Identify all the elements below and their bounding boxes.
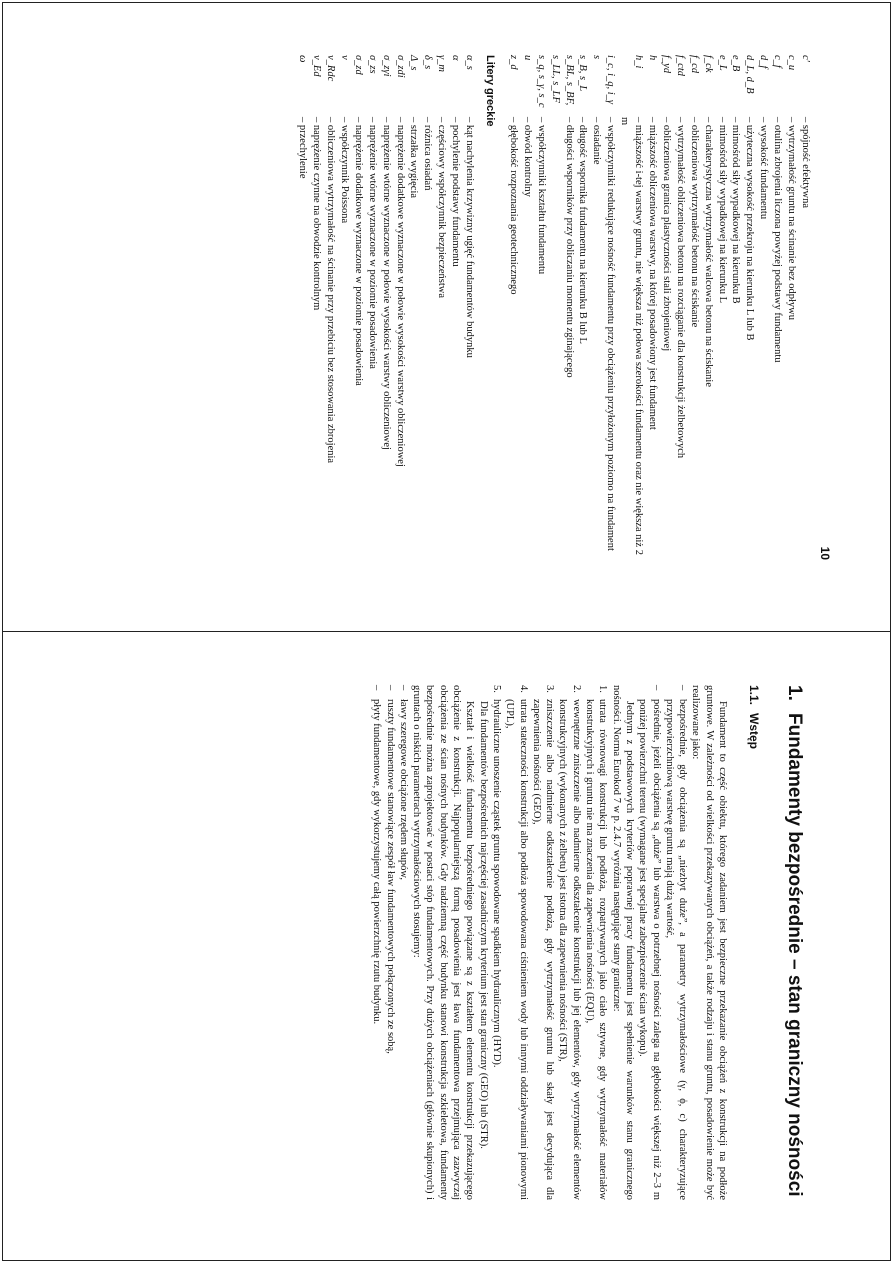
symbol-description: – strzałka wygięcia [408,117,420,199]
symbol: h [647,55,659,61]
symbol-description: – wysokość fundamentu [758,117,770,220]
symbol-row [659,55,673,560]
symbol: δ_s [422,55,434,70]
list-marker: 5. [490,685,502,693]
shape-paragraph: Kształt i wielkość fundamentu bezpośredniego powiązane są z kształtem elementu konstrukcji przekazującego obciążenie z konstrukcji. Najpopularniejszą formą posadowienia jest ława fundamentowa przejmująca zazwyczaj obciążenia ze ścian nośnych budynków. Gdy nadziemną część budynku stanowi konstrukcja szkieletowa, fundamenty bezpośrednie można zaprojektować w postaci stóp fundamentowych. Przy dużych obciążeniach (głównie skupionych) i gruntach o niskich parametrach wytrzymałościowych stosujemy: [411,685,476,1200]
list-item [636,685,663,1200]
list-marker: – [371,685,383,691]
symbol: σ_zdi [394,55,406,78]
symbol: h_i [633,55,645,69]
symbol-row [701,55,715,560]
list-item [530,685,557,1200]
symbol-description: – współczynniki redukujące nośność fundamentu przy obciążeniu przyłożonym poziomo na fundament [605,117,617,551]
symbol-description: – osiadanie [591,117,603,165]
list-text: ruszty fundamentowe stanowiące zespół ław fundamentowych połączonych ze sobą, [384,699,396,1054]
symbol: e_L [716,55,728,71]
list-marker: – [677,685,689,691]
symbol-row [756,55,770,560]
symbol-row [295,55,309,560]
symbol: d_f [758,55,770,69]
symbol-description: – przechylenie [297,117,309,179]
list-text: wewnętrzne zniszczenie albo nadmierne odkształcenie konstrukcji lub jej elementów, gdy wytrzymałość elementów konstrukcyjnych (wykonanych z żelbetu) jest istotna dla zapewnienia nośności (STR), [557,699,582,1200]
symbol: f_ck [702,55,714,73]
symbol-row [520,55,534,560]
symbol-description: – kąt nachylenia krzywizny ugięć fundamentów budynku [464,117,476,358]
symbol-description: – spójność efektywna [800,117,811,208]
list-item [583,685,610,1200]
symbol-description: – wytrzymałość gruntu na ścinanie bez odpływu [786,117,798,320]
symbol-description: – głębokość rozpoznania geotechnicznego [507,117,519,295]
symbol-row [742,55,756,560]
list-marker: 3. [544,685,556,693]
list-text: zniszczenie albo nadmierne odkształcenie podłoża, gdy wytrzymałość gruntu lub skały jest decydująca dla zapewnienia nośności (GEO), [530,699,556,1200]
symbol: c′ [800,55,811,62]
symbol-description: – mimośród siły wypadkowej na kierunku B [730,117,742,304]
section-title-text: Wstęp [747,713,761,749]
criterion-paragraph: Dla fundamentów bezpośrednich najczęściej zasadniczym kryterium jest stan graniczny (GEO) lub (STR). [477,701,489,1149]
symbol-row [351,55,365,560]
symbol-row [784,55,798,560]
symbol: e_B [730,55,742,72]
list-item [556,685,583,1200]
symbol-row [462,55,476,560]
symbol-description: – obliczeniowa wytrzymałość betonu na ściskanie [688,117,700,328]
symbol-row [576,55,590,560]
section-number: 1.1. [747,685,761,706]
symbol-row [687,55,701,560]
symbol-row [770,55,784,560]
list-item [397,685,410,1200]
symbol-description: – wytrzymałość obliczeniowa betonu na rozciąganie dla konstrukcji żelbetowych [674,117,686,459]
page-number: 10 [818,546,832,560]
limit-states-list [490,685,610,1200]
chapter-number: 1. [784,685,805,701]
symbol-row [590,55,604,560]
symbol-row [448,55,462,560]
page-chapter [115,685,805,1200]
list-text: ławy szeregowe obciążone rzędem słupów, [397,699,409,880]
symbol: ω [297,55,309,63]
symbol-row [323,55,337,560]
symbol-row [603,55,617,560]
list-text: hydrauliczne unoszenie cząstek gruntu spowodowane spadkiem hydraulicznym (HYD). [490,699,502,1068]
symbol-description: – obliczeniowa granica plastyczności stali zbrojeniowej [660,117,672,352]
symbol-row [309,55,323,560]
symbol-description: – naprężenie wtórne wyznaczone w poziomie posadowienia [366,117,378,369]
symbol-row [798,55,812,560]
symbol: z_d [507,55,519,70]
symbol: σ_zs [366,55,378,74]
symbol: γ_m [436,55,448,72]
symbol: f_ctd [674,55,686,76]
list-marker: – [397,685,409,691]
symbol: i_c, i_q, i_γ [605,55,617,105]
intro-paragraph: Fundament to część obiektu, którego zadaniem jest bezpieczne przekazanie obciążeń z konstrukcji na podłoże gruntowe. W zależności od wielkości przekazywanych obciążeń, a także rodzaju i stanu gruntu, posadowienie może być realizowane jako: [690,685,728,1200]
symbol: α [450,55,462,61]
symbol-description: – miąższość i-tej warstwy gruntu, nie większa niż połowa szerokości fundamentu oraz nie większa niż 2 m [619,117,645,555]
page-symbols [162,55,832,560]
symbol: f_yd [660,55,672,74]
list-marker: 4. [517,685,529,693]
symbol: ν [338,55,350,60]
symbol-description: – charakterystyczna wytrzymałość walcowa betonu na ściskanie [702,117,714,387]
symbol-row [420,55,434,560]
symbol-row [393,55,407,560]
symbol-description: – długość wspornika fundamentu na kierunku B lub L [577,117,589,344]
symbol: d_L, d_B [744,55,756,94]
symbol-row [729,55,743,560]
list-item [490,685,503,1200]
foundation-forms-list [370,685,410,1200]
symbol-description: – użyteczna wysokość przekroju na kierunku L lub B [744,117,756,341]
symbol-description: – naprężenie wtórne wyznaczone w połowie wysokości warstwy obliczeniowej [380,117,392,450]
symbol-description: – częściowy współczynnik bezpieczeństwa [436,117,448,299]
symbol-row [548,55,576,560]
symbol-row [365,55,379,560]
symbol: s_BL, s_BF, s_LL, s_LF [549,55,575,106]
list-text: płyty fundamentowe, gdy wykorzystujemy całą powierzchnię rzutu budynku. [371,699,383,1025]
section-title [747,685,761,1200]
foundation-types-list [636,685,689,1200]
symbol: s_q, s_γ, s_c [535,55,547,108]
symbol-description: – pochylenie podstawy fundamentu [450,117,462,267]
symbol: α_s [464,55,476,70]
symbol-row [434,55,448,560]
symbol-description: – różnica osiadań [422,117,434,191]
page-divider [2,631,891,632]
symbol-row [407,55,421,560]
list-item [663,685,690,1200]
list-marker: – [650,685,662,691]
list-item [503,685,530,1200]
symbol: σ_zγi [380,55,392,77]
list-text: utrata stateczności konstrukcji albo podłoża spowodowana ciśnieniem wody lub innymi oddziaływaniami pionowymi (UPL), [504,699,529,1200]
symbol-description: – współczynnik Poissona [338,117,350,224]
symbol-row [506,55,520,560]
greek-symbol-list [295,55,476,560]
symbol-description: – naprężenie dodatkowe wyznaczone w połowie wysokości warstwy obliczeniowej [394,117,406,467]
symbol-description: – obliczeniowa wytrzymałość na ścinanie przy przebiciu bez stosowania zbrojenia [325,117,336,464]
symbol-row [715,55,729,560]
symbol: c_u [786,55,798,71]
list-text: utrata równowagi konstrukcji lub podłoża, rozpatrywanych jako ciało sztywne, gdy wytrzymałość materiałów konstrukcyjnych i gruntu nie ma znaczenia dla zapewnienia nośności (EQU), [584,699,609,1200]
symbol: s_B, s_L [577,55,589,92]
list-item [370,685,383,1200]
symbol: σ_zd [352,55,364,75]
symbol-description: – miąższość obliczeniowa warstwy, na której posadowiony jest fundament [647,117,659,430]
symbol-description: – współczynniki kształtu fundamentu [535,117,547,275]
list-marker: – [384,685,396,691]
symbol: ν_Rdc [325,55,336,82]
chapter-title-text: Fundamenty bezpośrednie – stan graniczny nośności [784,713,805,1197]
symbol-row [534,55,548,560]
greek-heading: Litery greckie [484,55,497,127]
symbol-list [506,55,812,560]
symbol: c_f [772,55,784,68]
list-marker: 2. [570,685,582,693]
symbol: s [591,55,603,60]
symbol-row [379,55,393,560]
criteria-paragraph: Jednym z podstawowych kryteriów poprawnej pracy fundamentu jest spełnienie warunków stanu granicznego nośności. Norma Eurokod 7 w p. 2.4.7 wyróżnia następujące stany graniczne: [610,685,635,1200]
chapter-title [783,685,805,1200]
symbol-row [617,55,645,560]
list-text: pośrednie, jeżeli obciążenia są „duże” lub warstwa o potrzebnej nośności zalega na głębokości większej niż 2–3 m poniżej powierzchni terenu (wymagane jest specjalne zabezpieczenie ścian wykopu). [637,699,662,1200]
list-text: bezpośrednie, gdy obciążenia są „niezbyt duże”, a parametry wytrzymałościowe (γ, ϕ, c) charakteryzujące przypowierzchniową warstwę gruntu mają dużą wartość, [663,699,689,1200]
symbol-row [337,55,351,560]
symbol: ν_Ed [311,55,323,77]
symbol-row [673,55,687,560]
symbol-description: – obwód kontrolny [521,117,533,197]
symbol-description: – naprężenie dodatkowe wyznaczone w poziomie posadowienia [352,117,364,386]
symbol-description: – otulina zbrojenia liczona powyżej podstawy fundamentu [772,117,784,363]
symbol: Δ_s [408,55,420,71]
symbol-description: – naprężenie czynne na obwodzie kontrolnym [311,117,323,311]
list-item [383,685,396,1200]
symbol-description: – mimośród siły wypadkowej na kierunku L [716,117,728,304]
symbol-row [645,55,659,560]
symbol: f_cd [688,55,700,74]
list-marker: 1. [597,685,609,693]
symbol-description: – długości wsporników przy obliczaniu momentu zginającego [563,117,575,378]
symbol: u [521,55,533,61]
